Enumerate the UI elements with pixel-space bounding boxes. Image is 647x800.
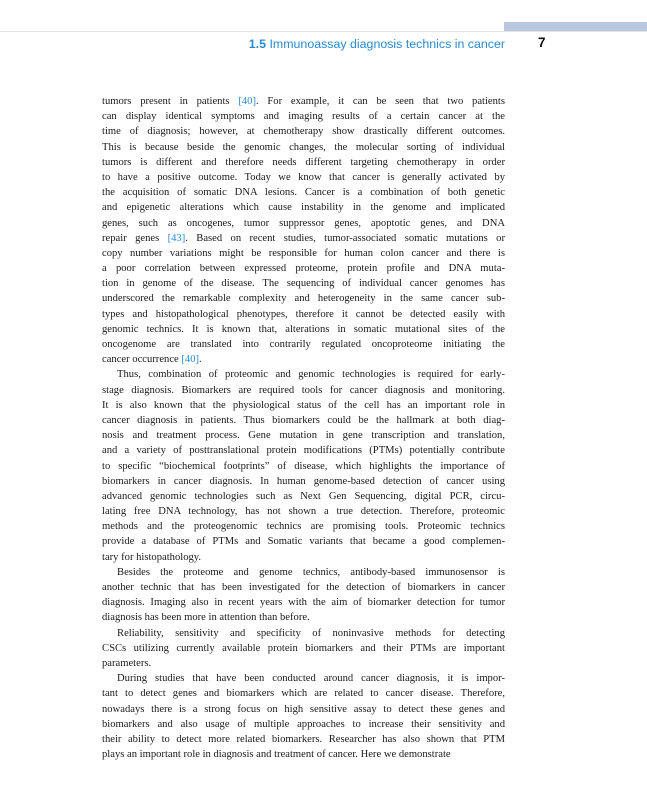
text-line (102, 170, 505, 185)
text-line (102, 291, 505, 306)
text-line (102, 534, 505, 549)
page-number: 7 (538, 35, 546, 50)
section-number: 1.5 (248, 37, 266, 51)
text-segment: the acquisition of somatic DNA lesions. Cancer is a combination of both genetic (102, 187, 505, 199)
text-line (102, 428, 505, 443)
text-line (102, 519, 505, 534)
text-line (102, 352, 505, 367)
citation-link[interactable]: [40] (238, 96, 256, 107)
text-segment: stage diagnosis. Biomarkers are required tools for cancer diagnosis and monitoring. (102, 384, 505, 396)
header-accent-bar (504, 22, 647, 31)
text-line (102, 109, 505, 124)
text-segment: advanced genomic technologies such as Next Gen Sequencing, digital PCR, circu- (102, 490, 505, 502)
text-line (102, 383, 505, 398)
text-segment: underscored the remarkable complexity and heterogeneity in the same cancer sub- (102, 293, 505, 305)
text-line (102, 610, 505, 625)
text-segment: . For example, it can be seen that two patients (255, 96, 505, 107)
text-segment: CSCs utilizing currently available protein biomarkers and their PTMs are important (102, 642, 505, 654)
text-segment: oncogenome are translated into contrarily regulated oncoproteome initiating the (102, 339, 505, 350)
body-text (102, 94, 505, 762)
text-line (102, 246, 505, 261)
text-segment: provide a database of PTMs and Somatic variants that became a good complemen- (102, 536, 505, 548)
text-segment: repair genes (102, 232, 168, 244)
text-line (102, 504, 505, 519)
text-segment: tary for histopathology. (102, 551, 202, 563)
text-segment: biomarkers in cancer diagnosis. In human genome-based detection of cancer using (102, 475, 505, 487)
citation-link[interactable]: [43] (167, 232, 186, 244)
text-segment: This is because beside the genomic changes, the molecular sorting of individual (102, 141, 505, 153)
text-line (102, 185, 505, 200)
text-segment: types and histopathological phenotypes, therefore it cannot be detected easily with (102, 308, 505, 320)
text-line (102, 580, 505, 595)
text-line (102, 732, 505, 747)
text-line (102, 231, 505, 246)
text-segment: nosis and treatment process. Gene mutation in gene transcription and translation, (102, 430, 505, 442)
text-line (102, 124, 505, 139)
text-segment: another technic that has been investigated for the detection of biomarkers in cancer (102, 582, 505, 593)
text-segment: . Based on recent studies, tumor-associated somatic mutations or (185, 232, 506, 244)
text-line (102, 398, 505, 413)
text-line (102, 595, 505, 610)
text-segment: lating free DNA technology, has not shown a true detection. Therefore, proteomic (102, 506, 505, 518)
text-segment: diagnosis. Imaging also in recent years with the aim of biomarker detection for tumor (102, 597, 505, 609)
paragraph (102, 671, 505, 762)
text-segment: their ability to detect more related biomarkers. Researcher has also shown that PTM (102, 733, 505, 745)
text-segment: tant to detect genes and biomarkers which are related to cancer disease. Therefore, (102, 688, 505, 700)
text-segment: genomic technics. It is known that, alterations in somatic mutational sites of the (102, 323, 505, 335)
text-line (102, 94, 505, 109)
paragraph (102, 367, 505, 564)
text-segment: diagnosis has been more in attention than before. (102, 612, 310, 624)
text-segment: tumors present in patients (102, 96, 239, 107)
text-line (102, 337, 505, 352)
running-head (0, 35, 505, 53)
section-title: Immunoassay diagnosis technics in cancer (269, 37, 505, 51)
text-segment: biomarkers and also usage of multiple approaches to increase their sensitivity and (102, 718, 505, 730)
text-segment: genes, such as oncogenes, tumor suppressor genes, apoptotic genes, and DNA (102, 217, 505, 229)
text-segment: and a variety of posttranslational protein modifications (PTMs) potentially contribute (102, 445, 505, 457)
text-line (102, 747, 505, 762)
text-segment: to specific “biochemical footprints” of disease, which highlights the importance of (102, 460, 505, 472)
text-line (102, 641, 505, 656)
text-line (102, 550, 505, 565)
citation-link[interactable]: [40] (181, 354, 200, 366)
paragraph (102, 626, 505, 672)
text-line (102, 216, 505, 231)
text-segment: methods and the proteogenomic technics are promising tools. Proteomic technics (102, 521, 505, 533)
text-line (102, 413, 505, 428)
text-segment: It is also known that the physiological status of the cell has an important role in (102, 399, 505, 411)
text-segment: During studies that have been conducted around cancer diagnosis, it is impor- (117, 673, 505, 685)
text-segment: time of diagnosis; however, at chemotherapy show drastically different outcomes. (102, 126, 505, 138)
text-segment: parameters. (102, 657, 152, 669)
text-line (102, 671, 505, 686)
text-line (102, 686, 505, 701)
text-line (102, 155, 505, 170)
header-rule (0, 31, 647, 32)
text-segment: tumors is different and therefore needs different targeting chemotherapy in order (102, 156, 505, 168)
text-segment: . (199, 354, 202, 366)
text-segment: plays an important role in diagnosis and treatment of cancer. Here we demonstrate (102, 749, 451, 761)
text-line (102, 474, 505, 489)
text-segment: to have a positive outcome. Today we know that cancer is generally activated by (102, 171, 505, 183)
text-line (102, 702, 505, 717)
text-line (102, 322, 505, 337)
text-segment: and epigenetic alterations which cause instability in the genome and implicated (102, 202, 505, 214)
text-line (102, 307, 505, 322)
text-line (102, 489, 505, 504)
text-segment: cancer diagnosis in patients. Thus biomarkers could be the hallmark at both diag- (102, 414, 505, 426)
text-line (102, 459, 505, 474)
text-segment: tion in genome of the disease. The sequencing of individual cancer genomes has (102, 278, 505, 290)
text-line (102, 717, 505, 732)
paragraph (102, 565, 505, 626)
paragraph (102, 94, 505, 367)
text-line (102, 276, 505, 291)
text-line (102, 140, 505, 155)
text-segment: Reliability, sensitivity and specificity of noninvasive methods for detecting (117, 627, 505, 639)
text-line (102, 367, 505, 382)
text-segment: can display identical symptoms and imaging results of a certain cancer at the (102, 111, 505, 123)
text-segment: copy number variations might be responsible for human colon cancer and there is (102, 247, 505, 259)
text-line (102, 565, 505, 580)
text-segment: a poor correlation between expressed proteome, protein profile and DNA muta- (102, 263, 505, 275)
text-segment: cancer occurrence (102, 354, 182, 366)
text-line (102, 656, 505, 671)
text-segment: Besides the proteome and genome technics, antibody-based immunosensor is (117, 566, 505, 578)
text-line (102, 443, 505, 458)
text-segment: nowadays there is a strong focus on high sensitive assay to detect these genes and (102, 703, 505, 715)
text-line (102, 261, 505, 276)
text-segment: Thus, combination of proteomic and genomic technologies is required for early- (117, 369, 505, 381)
text-line (102, 626, 505, 641)
text-line (102, 200, 505, 215)
